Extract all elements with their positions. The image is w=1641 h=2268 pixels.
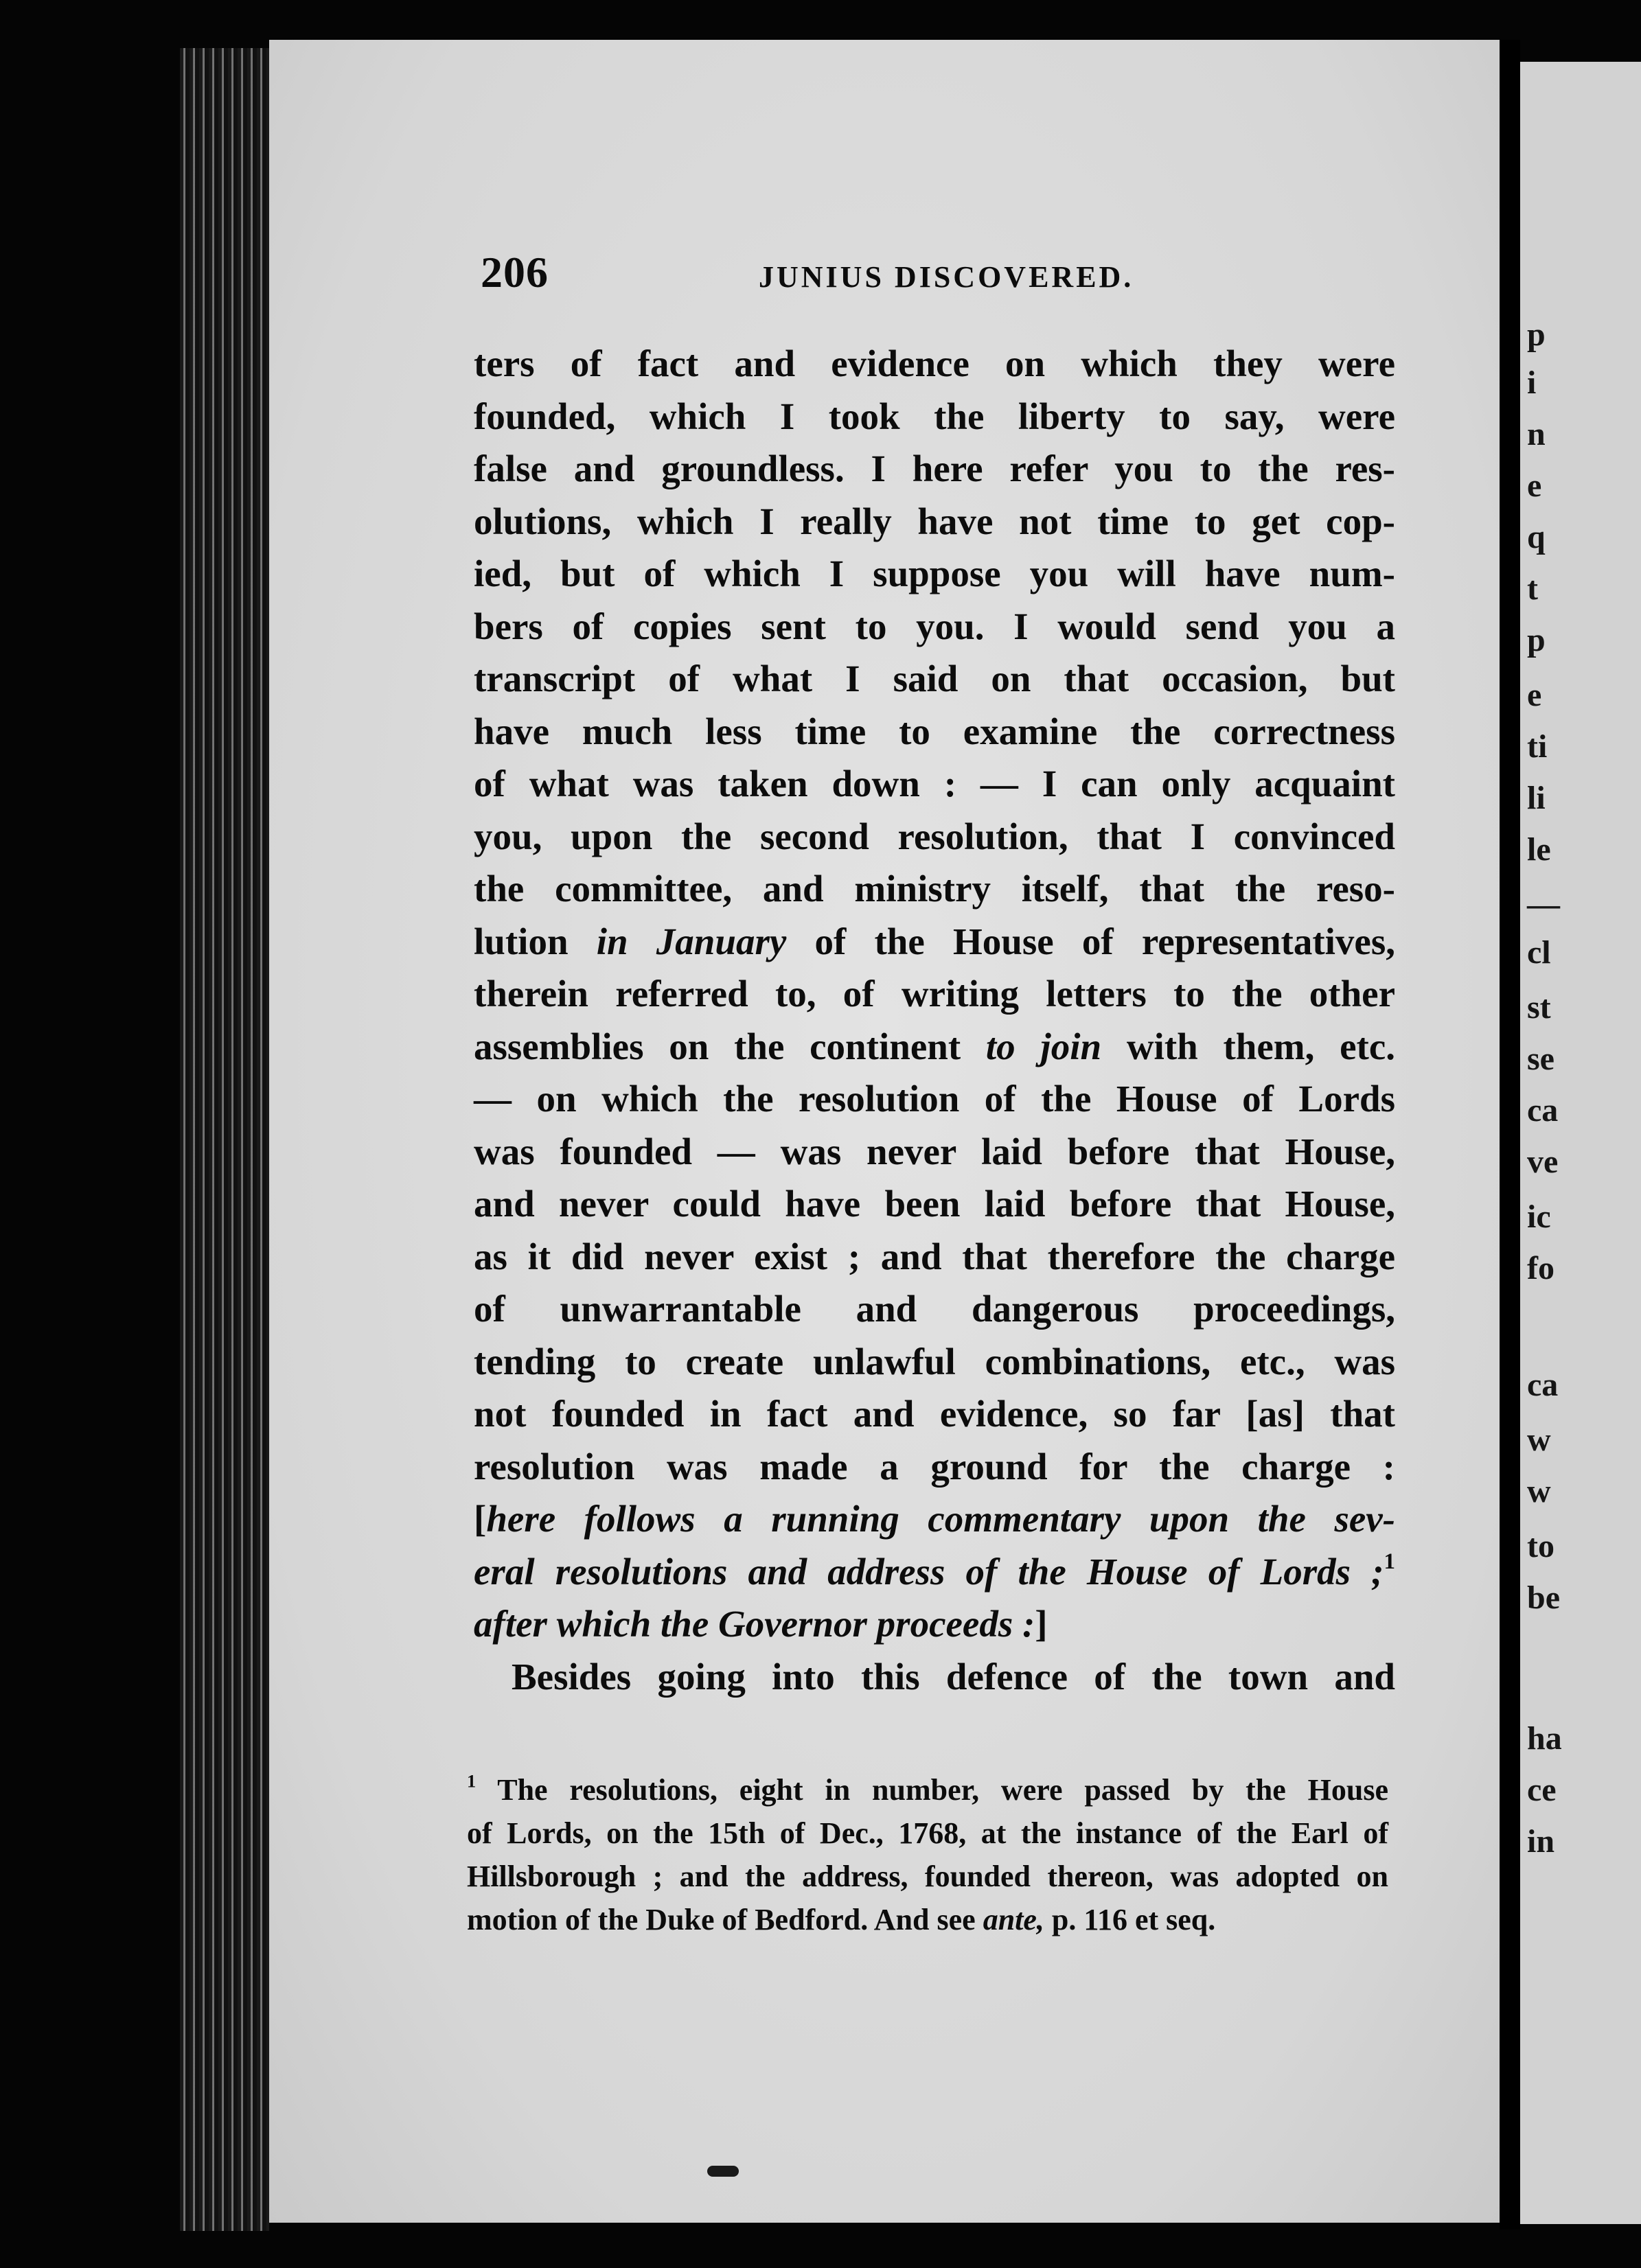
text-line: bers of copies sent to you. I would send you a: [474, 605, 1395, 647]
facing-page-letters: in: [1527, 1823, 1555, 1860]
facing-page-letters: e: [1527, 677, 1542, 713]
italic-phrase: here follows a running commentary upon the sev-: [486, 1498, 1395, 1540]
text-line: not founded in fact and evidence, so far [as] that: [474, 1393, 1395, 1435]
italic-phrase: ante,: [983, 1903, 1044, 1936]
text-line: — on which the resolution of the House of Lords: [474, 1078, 1395, 1120]
text-line: was founded — was never laid before that House,: [474, 1130, 1395, 1172]
text-line: therein referred to, of writing letters to the other: [474, 973, 1395, 1015]
line-text: ]: [1035, 1603, 1048, 1645]
text-line: [474, 1021, 1395, 1074]
line-text: assemblies on the continent: [474, 1025, 986, 1067]
italic-phrase: to join: [985, 1025, 1102, 1067]
text-line: Besides going into this defence of the town and: [512, 1655, 1395, 1698]
text-line: [474, 916, 1395, 969]
facing-page-letters: n: [1527, 416, 1546, 452]
text-line: ied, but of which I suppose you will have num-: [474, 553, 1395, 594]
facing-page-letters: t: [1527, 570, 1538, 607]
text-line: founded, which I took the liberty to say, were: [474, 395, 1395, 437]
italic-phrase: after which the Governor proceeds :: [474, 1603, 1035, 1645]
text-line: ters of fact and evidence on which they were: [474, 343, 1395, 384]
facing-page-letters: se: [1527, 1041, 1554, 1077]
facing-page-letters: ha: [1527, 1720, 1562, 1757]
facing-page-letters: to: [1527, 1528, 1554, 1564]
facing-page-letters: ca: [1527, 1092, 1559, 1129]
text-line: olutions, which I really have not time to get cop-: [474, 500, 1395, 542]
facing-page-letters: p: [1527, 622, 1546, 658]
facing-page-letters: q: [1527, 519, 1546, 555]
footnote-line: [467, 1898, 1388, 1941]
body-text: [474, 338, 1395, 1703]
facing-page-letters: —: [1527, 886, 1560, 923]
text-line: as it did never exist ; and that therefore the charge: [474, 1235, 1395, 1277]
text-line: you, upon the second resolution, that I convinced: [474, 815, 1395, 857]
text-line: transcript of what I said on that occasion, but: [474, 658, 1395, 699]
text-line: [474, 1546, 1395, 1599]
facing-page-letters: e: [1527, 467, 1542, 504]
text-line: have much less time to examine the correctness: [474, 710, 1395, 752]
facing-page-letters: fo: [1527, 1250, 1554, 1286]
facing-page-letters: be: [1527, 1579, 1560, 1616]
running-head: JUNIUS DISCOVERED.: [759, 260, 1134, 294]
facing-page-letters: p: [1527, 316, 1546, 353]
text-line: false and groundless. I here refer you to the res-: [474, 448, 1395, 489]
line-text: [: [474, 1498, 487, 1540]
footnote-line: of Lords, on the 15th of Dec., 1768, at the instance of the Earl of: [467, 1816, 1388, 1850]
line-text: with them, etc.: [1101, 1025, 1395, 1067]
facing-page-letters: ti: [1527, 728, 1548, 765]
text-line: the committee, and ministry itself, that the reso-: [474, 868, 1395, 910]
text-line: of what was taken down : — I can only acquaint: [474, 763, 1395, 805]
footnote-line: [467, 1768, 1388, 1812]
facing-page-letters: ce: [1527, 1772, 1557, 1808]
facing-page-letters: li: [1527, 780, 1546, 816]
text-line: tending to create unlawful combinations, etc., was: [474, 1340, 1395, 1382]
book-spine-edge: [180, 48, 269, 2231]
text-line: resolution was made a ground for the charge :: [474, 1445, 1395, 1488]
facing-page-letters: ve: [1527, 1144, 1559, 1180]
footnote: [467, 1768, 1388, 1941]
text-line: [474, 1598, 1395, 1651]
facing-page-letters: cl: [1527, 934, 1551, 971]
facing-page-letters: st: [1527, 989, 1551, 1026]
page-number: 206: [481, 248, 549, 297]
facing-page-letters: i: [1527, 364, 1537, 401]
italic-phrase: eral resolutions and address of the House of Lords ;: [474, 1550, 1384, 1593]
facing-page-letters: w: [1527, 1422, 1551, 1458]
italic-phrase: in January: [596, 920, 787, 962]
facing-page-letters: ic: [1527, 1199, 1551, 1235]
footnote-text: p. 116 et seq.: [1044, 1903, 1216, 1936]
page-gutter: [1500, 40, 1520, 2230]
ink-blot: [707, 2166, 739, 2177]
line-text: of the House of representatives,: [786, 920, 1395, 962]
text-line: [474, 1493, 1395, 1546]
footnote-line: Hillsborough ; and the address, founded thereon, was adopted on: [467, 1860, 1388, 1893]
footnote-marker: 1: [467, 1770, 477, 1792]
footnote-text: The resolutions, eight in number, were passed by the House: [476, 1773, 1388, 1807]
line-text: lution: [474, 920, 597, 962]
text-line: of unwarrantable and dangerous proceedings,: [474, 1288, 1395, 1330]
footnote-ref: 1: [1384, 1549, 1395, 1574]
facing-page-letters: w: [1527, 1473, 1551, 1509]
facing-page-letters: ca: [1527, 1367, 1559, 1403]
footnote-text: motion of the Duke of Bedford. And see: [467, 1903, 983, 1936]
facing-page-fragment: [1520, 62, 1641, 2224]
text-line: and never could have been laid before that House,: [474, 1183, 1395, 1225]
facing-page-letters: le: [1527, 831, 1551, 868]
